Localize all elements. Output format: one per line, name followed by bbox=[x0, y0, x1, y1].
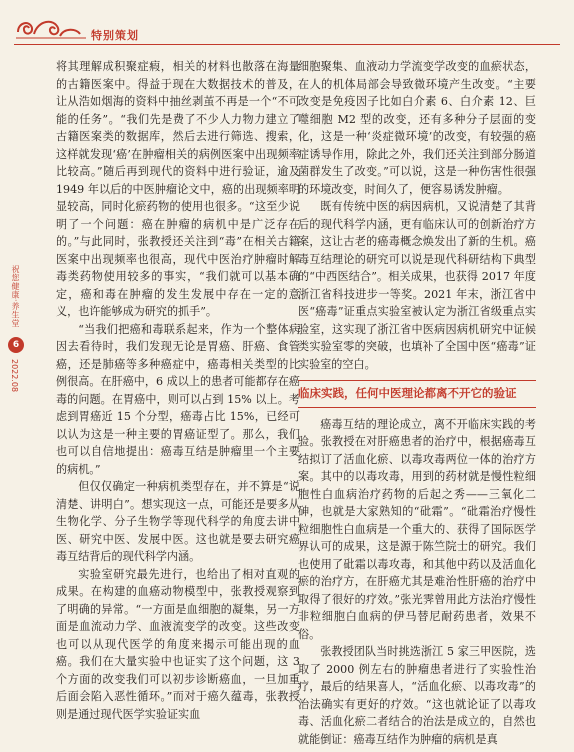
page-header bbox=[0, 0, 574, 46]
section-subheading: 临床实践，任何中医理论都离不开它的验证 bbox=[298, 380, 536, 408]
header-rule bbox=[14, 44, 560, 45]
paragraph: 既有传统中医的病因病机，又说清楚了其背后的现代科学内涵，更有临床认可的创新治疗方案，这让古老的癌毒概念焕发出了新的生机。癌毒互结理论的研究可以说是现代科研结构下典型的“中西医结合”。相关成果，也获得 2017 年度浙江省科技进步一等奖。2021 年末，浙江省中医“癌毒”证重点实验室被认定为浙江省级重点实验室，这实现了浙江省中医病因病机研究中证候类实验室零的突破，也填补了全国中医“癌毒”证实验室的空白。 bbox=[298, 200, 536, 371]
paragraph: “当我们把癌和毒联系起来，作为一个整体病因去看待时，我们发现无论是胃癌、肝癌、食管癌，还是肺癌等多种癌症中，癌毒相关类型的比例很高。在肝癌中，6 成以上的患者可能都存在癌毒的问题。在胃癌中，则可以占到 15% 以上。考虑到胃癌近 15 个分型，癌毒占比 15%，已经可以认为这是一种主要的胃癌证型了。那么，我们也可以自信地提出：癌毒互结是肿瘤里一个主要的病机。” bbox=[56, 322, 300, 476]
paragraph: 细胞聚集、血液动力学流变学改变的血瘀状态，在人的机体局部会导致微环境产生改变。“主要改变是免疫因子比如白介素 6、白介素 12、巨噬细胞 M2 型的改变，还有多种分子层面的变化，这是一种‘炎症微环境’的改变，有较强的癌症诱导作用，除此之外，我们还关注到部分肠道菌群发生了改变。”可以说，这是一种伤害性很强的环境改变，时间久了，便容易诱发肿瘤。 bbox=[298, 60, 536, 196]
page-sidebar bbox=[8, 265, 28, 415]
cloud-swirl-icon bbox=[14, 10, 88, 40]
section-label: 特别策划 bbox=[91, 29, 139, 42]
magazine-name: 祝您健康·养生堂 bbox=[11, 265, 20, 328]
paragraph: 癌毒互结的理论成立，离不开临床实践的考验。张教授在对肝癌患者的治疗中，根据癌毒互结拟订了活血化瘀、以毒攻毒两位一体的治疗方案。其中的以毒攻毒，用到的药材就是慢性粒细胞性白血病治疗药物的后起之秀——三氧化二砷，也就是大家熟知的“砒霜”。“砒霜治疗慢性粒细胞性白血病是一个重大的、获得了国际医学界认可的成果，这是源于陈竺院士的研究。我们也使用了砒霜以毒攻毒，和其他中药以及活血化瘀的治疗方，在肝癌尤其是难治性肝癌的治疗中取得了很好的疗效。”张光霁曾用此方法治疗慢性非粒细胞白血病的伊马替尼耐药患者，效果不俗。 bbox=[298, 417, 536, 641]
issue-date: 2022.08 bbox=[10, 359, 19, 393]
page-number-badge: 6 bbox=[8, 337, 24, 353]
article-column-right bbox=[298, 58, 536, 748]
paragraph: 但仅仅确定一种病机类型存在，并不算是“说清楚、讲明白”。想实现这一点，可能还是要多从生物化学、分子生物学等现代科学的角度去讲中医、研究中医、发展中医。这也就是要去研究癌毒互结背后的现代科学内涵。 bbox=[56, 480, 300, 563]
paragraph: 将其理解成积聚症瘕，相关的材料也散落在海量的古籍医案中。得益于现在大数据技术的普及，让从浩如烟海的资料中抽丝剥茧不再是一个“不可能的任务”。“我们先是费了不少人力物力建立了古籍医案类的数据库，然后去进行筛选、搜索，这样就发现‘癌’在肿瘤相关的病例医案中出现频率比较高。”随后再到现代的资料中进行验证，逾及 1949 年以后的中医肿瘤论文中，癌的出现频率明显较高，同时化瘀药物的使用也很多。“这至少说明了一个问题：癌在肿瘤的病机中是广泛存在的。”与此同时，张教授还关注到“毒”在相关古籍医案中出现频率也很高，现代中医治疗肿瘤时解毒类药物使用较多的事实，“我们就可以基本确定，癌和毒在肿瘤的发生发展中存在一定的意义，也许能够成为研究的抓手”。 bbox=[56, 60, 300, 318]
paragraph: 实验室研究最先进行，也给出了相对直观的成果。在构建的血癌动物模型中，张教授观察到了明确的异常。“一方面是血细胞的凝集，另一方面是血流动力学、血液流变学的改变。这些改变也可以从现代医学的角度来揭示可能出现的血癌。我们在大量实验中也证实了这个问题，这 3 个方面的改变我们可以初步诊断癌血，一旦加重后面会陷入恶性循环。”而对于癌久蕴毒，张教授则是通过现代医学实验证实血 bbox=[56, 567, 300, 721]
article-column-left bbox=[56, 58, 300, 723]
paragraph: 张教授团队当时挑选浙江 5 家三甲医院，选取了 2000 例左右的肿瘤患者进行了实验性治疗，最后的结果喜人，“活血化瘀、以毒攻毒”的治法确实有更好的疗效。“这也就论证了以毒攻毒、活血化瘀二者结合的治法是成立的，自然也就能倒证：癌毒互结作为肿瘤的病机是真 bbox=[298, 645, 536, 746]
